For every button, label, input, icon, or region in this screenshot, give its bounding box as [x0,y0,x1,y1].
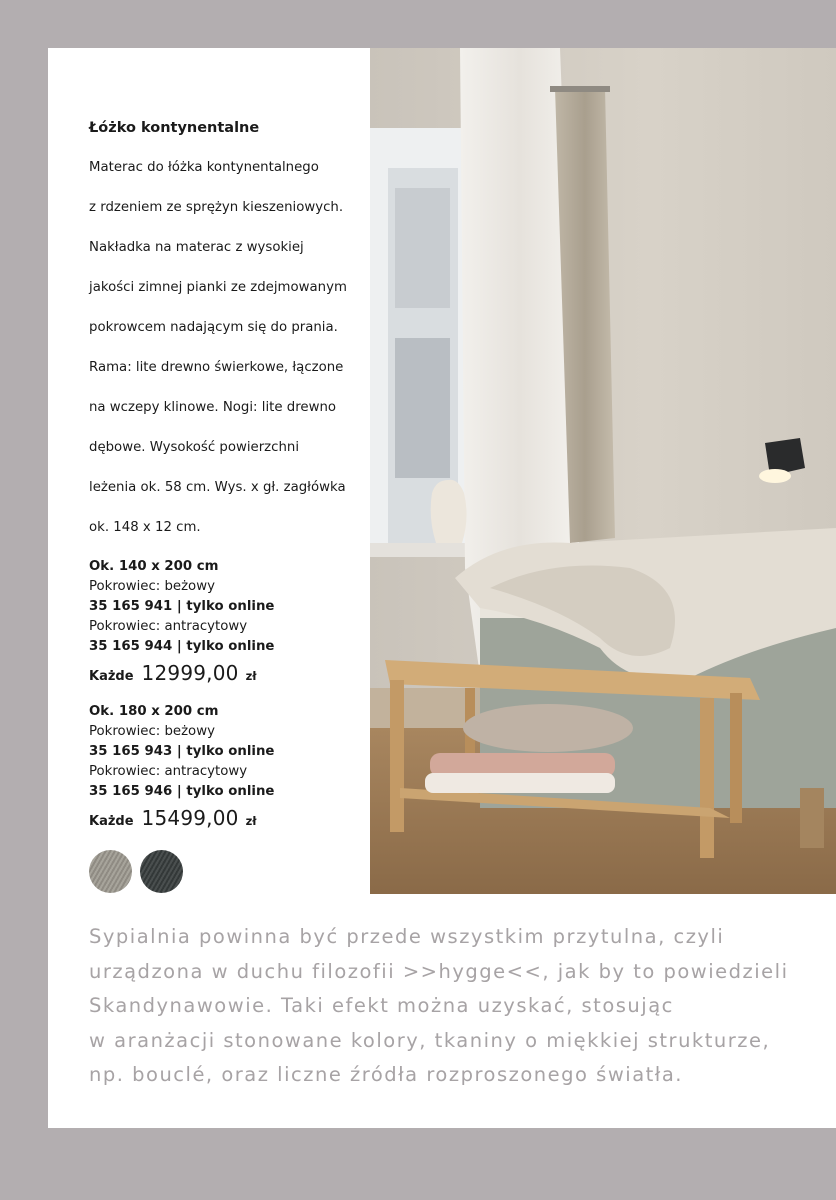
variant-code: 35 165 941 | tylko online [89,599,275,614]
variant-180 [89,702,359,832]
product-info [89,118,359,893]
price-label: Każde [89,814,134,829]
price-row [89,663,359,687]
catalog-page [48,48,836,1128]
description-line: jakości zimnej pianki ze zdejmowanym [89,280,347,295]
variant-code: 35 165 946 | tylko online [89,784,275,799]
price-row [89,808,359,832]
variant-size: Ok. 180 x 200 cm [89,704,219,719]
description-line: Materac do łóżka kontynentalnego [89,160,319,175]
description-line: Nakładka na materac z wysokiej [89,240,304,255]
description-line: pokrowcem nadającym się do prania. [89,320,338,335]
quote-line: w aranżacji stonowane kolory, tkaniny o miękkiej strukturze, [89,1028,771,1052]
quote-line: urządzona w duchu filozofii >>hygge<<, jak by to powiedzieli [89,959,789,983]
variant-code: 35 165 943 | tylko online [89,744,275,759]
description-line: leżenia ok. 58 cm. Wys. x gł. zagłówka [89,480,346,495]
color-swatches [89,850,359,893]
variant-size: Ok. 140 x 200 cm [89,559,219,574]
bedroom-illustration [370,48,836,894]
swatch-beige[interactable] [89,850,132,893]
description-line: z rdzeniem ze sprężyn kieszeniowych. [89,200,344,215]
variant-cover: Pokrowiec: antracytowy [89,764,248,779]
quote-line: np. bouclé, oraz liczne źródła rozproszonego światła. [89,1063,683,1086]
description-line: ok. 148 x 12 cm. [89,520,201,535]
bedroom-photo [370,48,836,894]
variant-code: 35 165 944 | tylko online [89,639,275,654]
price-value: 12999,00 [141,661,239,685]
price-currency: zł [245,669,257,683]
variant-cover: Pokrowiec: beżowy [89,724,215,739]
product-title: Łóżko kontynentalne [89,120,260,136]
quote-line: Sypialnia powinna być przede wszystkim przytulna, czyli [89,925,725,948]
editorial-quote [89,920,809,1093]
price-value: 15499,00 [141,806,239,830]
price-currency: zł [245,814,257,828]
variant-cover: Pokrowiec: beżowy [89,579,215,594]
description-line: Rama: lite drewno świerkowe, łączone [89,360,344,375]
price-label: Każde [89,669,134,684]
description-line: dębowe. Wysokość powierzchni [89,440,300,455]
description-line: na wczepy klinowe. Nogi: lite drewno [89,400,337,415]
quote-line: Skandynawowie. Taki efekt można uzyskać, stosując [89,994,674,1017]
product-description [89,138,359,538]
swatch-anthracite[interactable] [140,850,183,893]
variant-140 [89,557,359,687]
variant-cover: Pokrowiec: antracytowy [89,619,248,634]
